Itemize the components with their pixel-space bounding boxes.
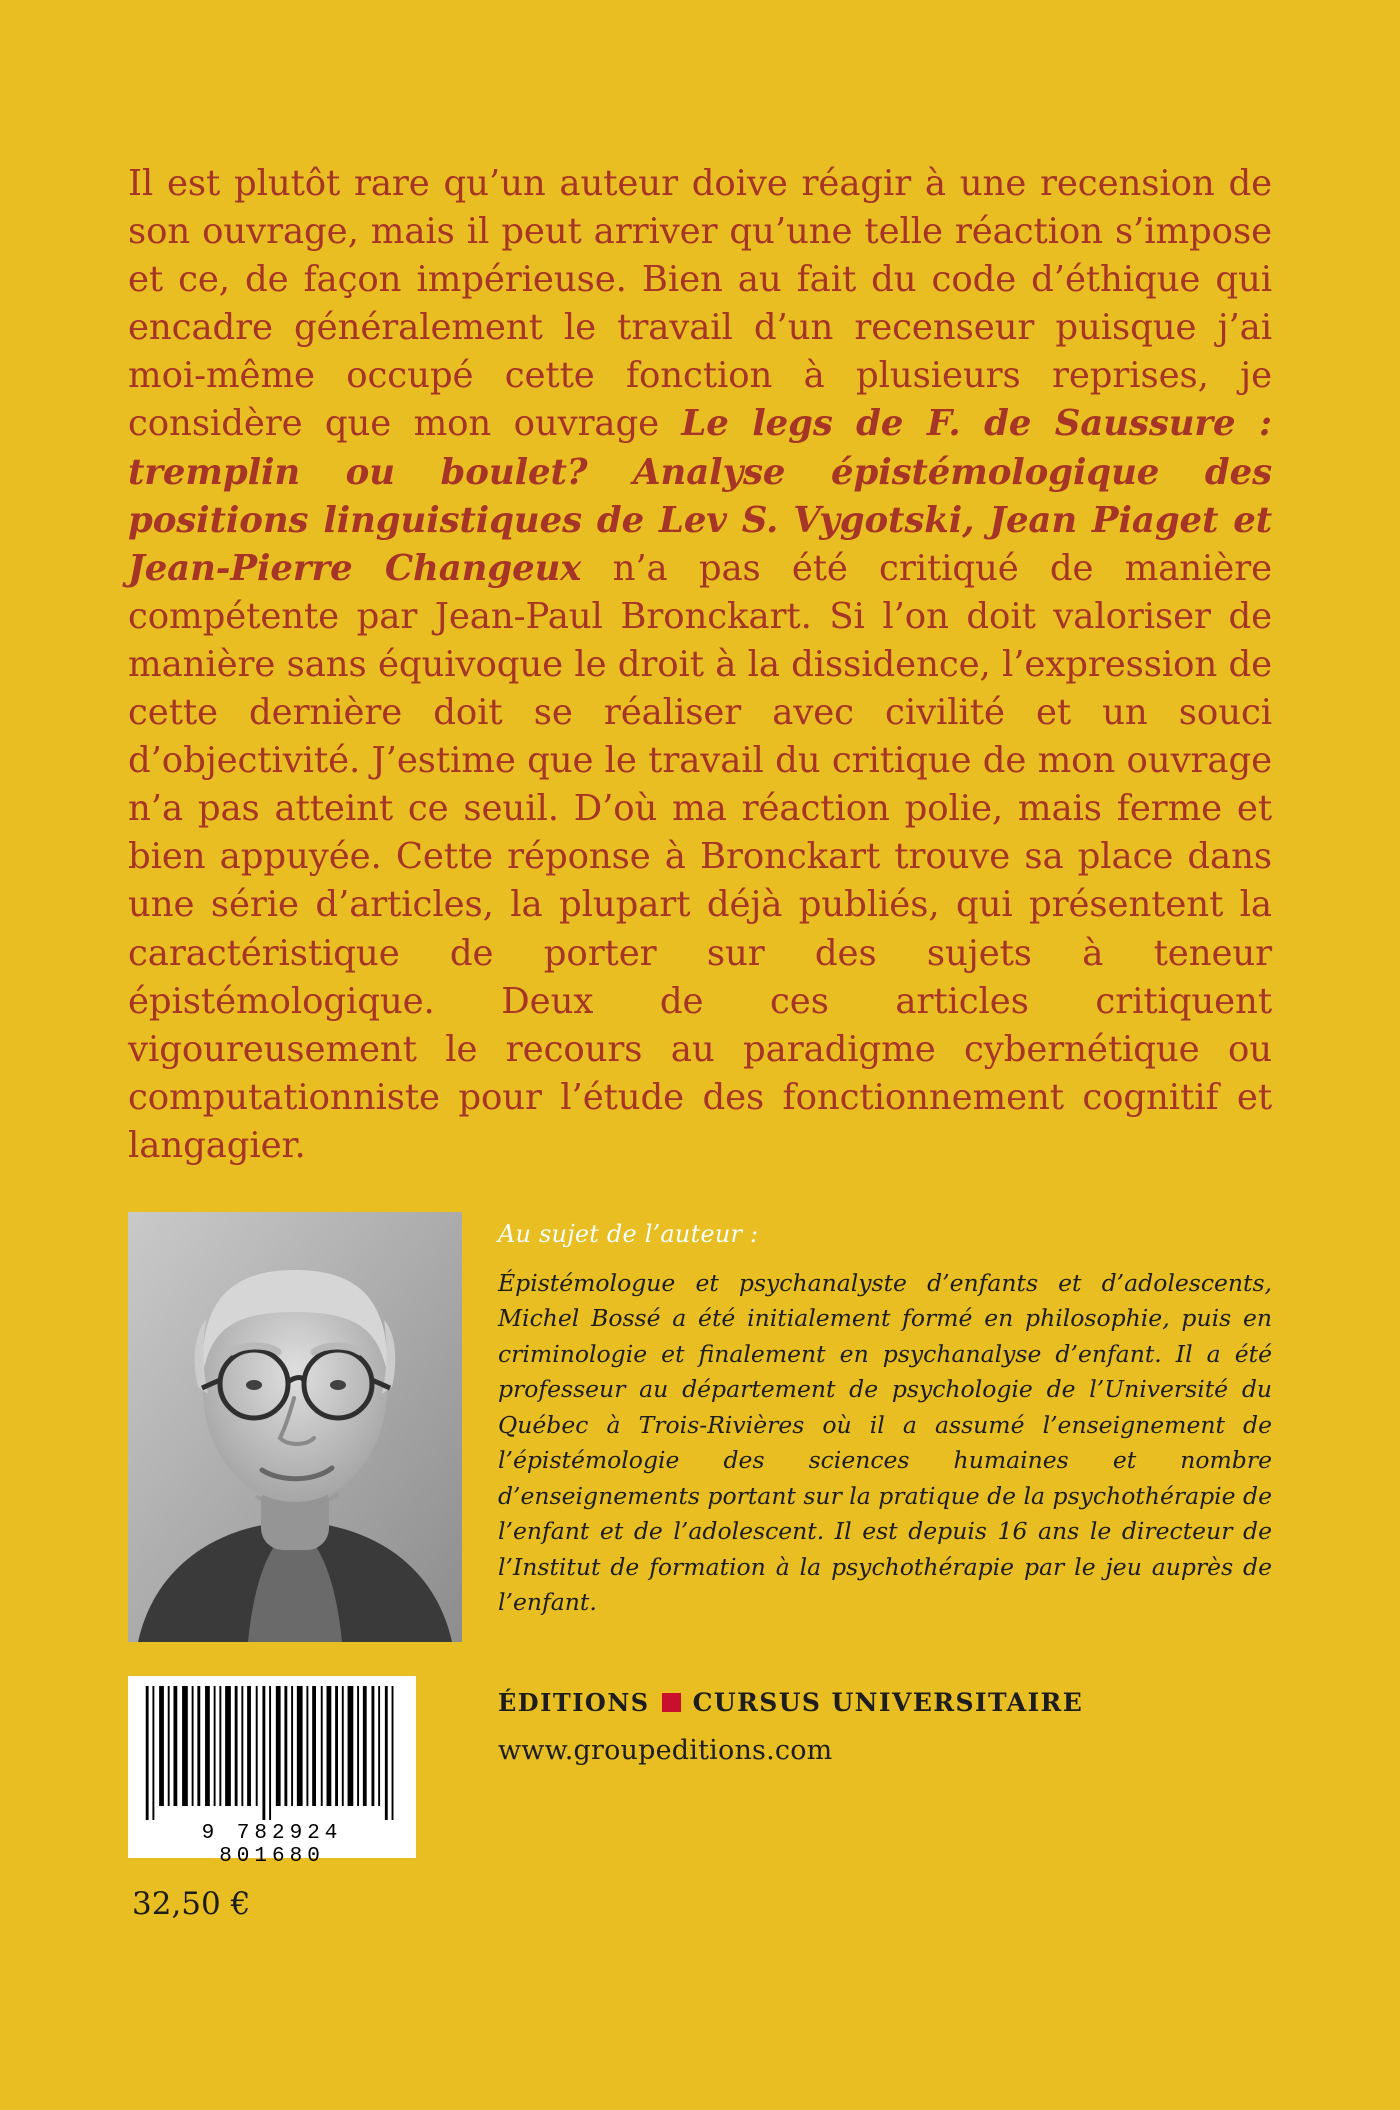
blurb-book-title: Le legs de F. de Saussure : tremplin ou boulet? Analyse épistémologique des positions linguistiques de Lev S. Vygotski, Jean Piaget et Jean-Pierre Changeux — [128, 403, 1272, 589]
barcode — [128, 1676, 416, 1868]
barcode-area — [128, 1676, 462, 1922]
blurb-paragraph — [128, 160, 1272, 1170]
publisher-name: CURSUS UNIVERSITAIRE — [692, 1687, 1084, 1717]
author-portrait — [128, 1212, 462, 1642]
blurb-text-part1: Il est plutôt rare qu’un auteur doive réagir à une recension de son ouvrage, mais il peut arriver qu’une telle réaction s’impose et ce, de façon impérieuse. Bien au fait du code d’éthique qui encadre généralement le travail d’un recenseur puisque j’ai moi-même occupé cette fonction à plusieurs reprises, je considère que mon ouvrage — [128, 163, 1272, 445]
author-section — [128, 1212, 1272, 1642]
price-label: 32,50 € — [132, 1885, 251, 1922]
author-heading: Au sujet de l’auteur : — [498, 1219, 759, 1248]
blurb-text-part2: n’a pas été critiqué de manière compétente par Jean-Paul Bronckart. Si l’on doit valoriser de manière sans équivoque le droit à la dissidence, l’expression de cette dernière doit se réaliser avec civilité et un souci d’objectivité. J’estime que le travail du critique de mon ouvrage n’a pas atteint ce seuil. D’où ma réaction polie, mais ferme et bien appuyée. Cette réponse à Bronckart trouve sa place dans une série d’articles, la plupart déjà publiés, qui présentent la caractéristique de porter sur des sujets à teneur épistémologique. Deux de ces articles critiquent vigoureusement le recours au paradigme cybernétique ou computationniste pour l’étude des fonctionnement cognitif et langagier. — [128, 547, 1272, 1166]
publisher-line — [498, 1688, 1083, 1717]
publisher-website[interactable]: www.groupeditions.com — [498, 1734, 833, 1766]
author-text-block — [498, 1212, 1272, 1621]
author-biography: Épistémologue et psychanalyste d’enfants et d’adolescents, Michel Bossé a été initialement formé en philosophie, puis en criminologie et finalement en psychanalyse d’enfant. Il a été professeur au département de psychologie de l’Université du Québec à Trois-Rivières où il a assumé l’enseignement de l’épistémologie des sciences humaines et nombre d’enseignements portant sur la pratique de la psychothérapie de l’enfant et de l’adolescent. Il est depuis 16 ans le directeur de l’Institut de formation à la psychothérapie par le jeu auprès de l’enfant. — [498, 1268, 1272, 1617]
publisher-square-icon — [662, 1693, 681, 1712]
barcode-digits: 9 782924 801680 — [201, 1821, 343, 1868]
publisher-block — [498, 1676, 1083, 1766]
publisher-editions-label: ÉDITIONS — [498, 1687, 650, 1717]
footer-section — [128, 1676, 1272, 1922]
